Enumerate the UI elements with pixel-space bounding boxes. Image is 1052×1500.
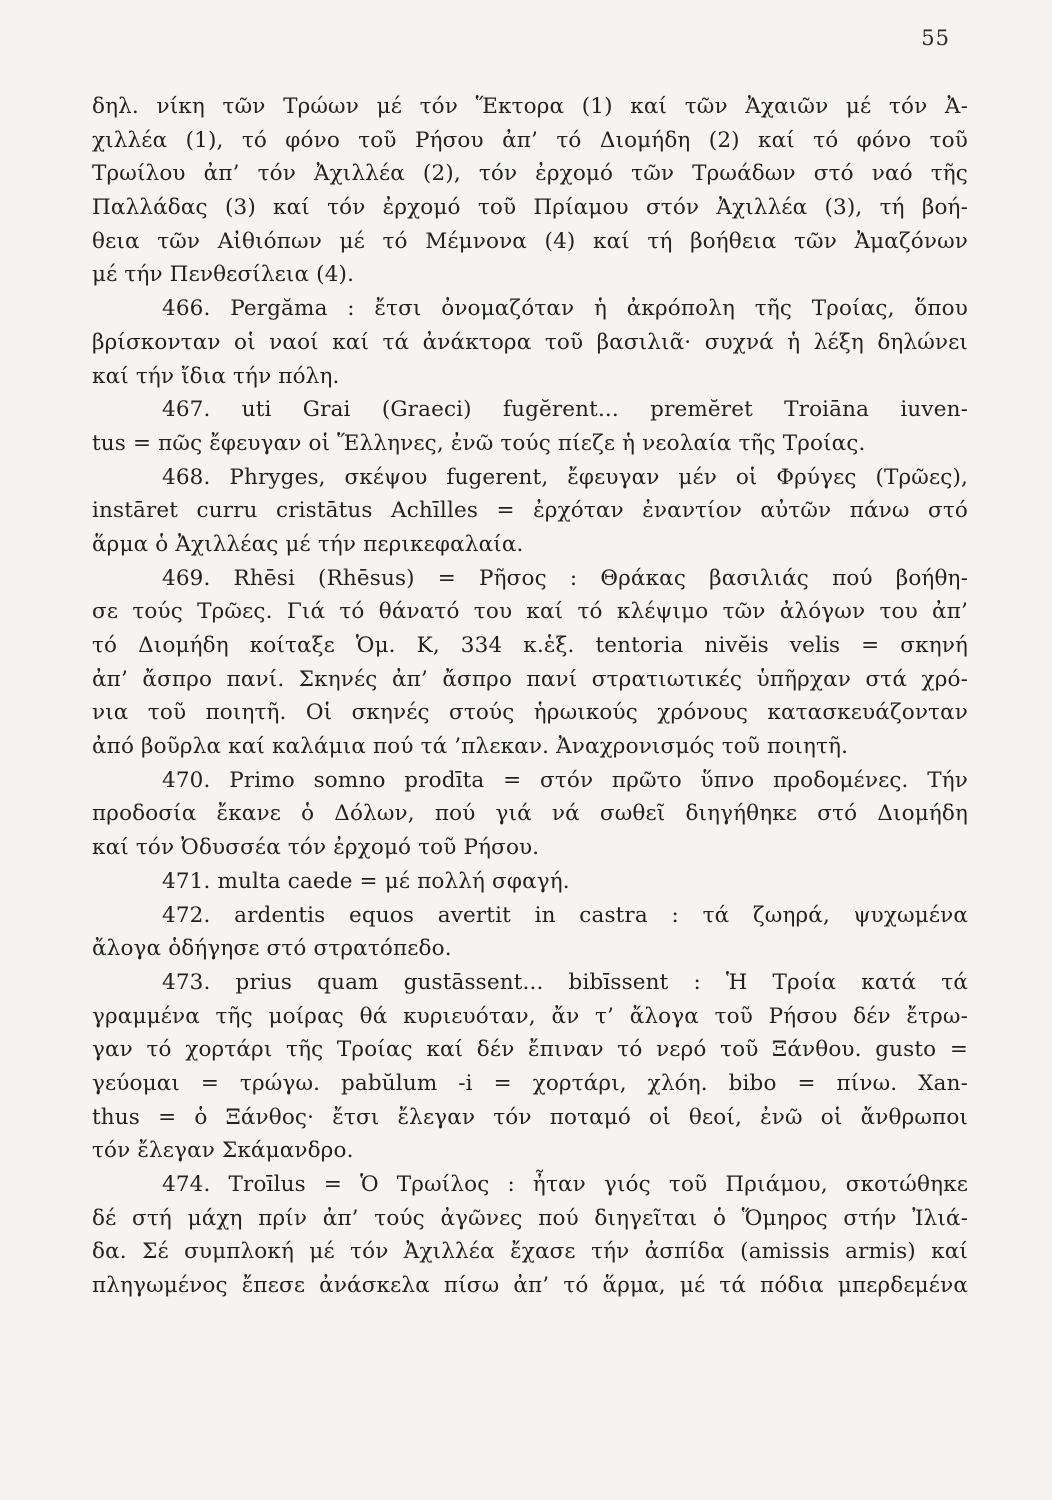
text-line: 474. Troīlus = Ὁ Τρωίλος : ἦταν γιός τοῦ Πριάμου, σκοτώθηκε [162, 1172, 968, 1197]
text-line: δέ στή μάχη πρίν ἀπ’ τούς ἀγῶνες πού διηγεῖται ὁ Ὅμηρος στήν Ἰλιά- [92, 1205, 968, 1231]
text-line: ἅρμα ὁ Ἀχιλλέας μέ τήν περικεφαλαία. [92, 531, 524, 557]
text-line: 472. ardentis equos avertit in castra : τά ζωηρά, ψυχωμένα [162, 902, 968, 928]
text-line: 473. prius quam gustāssent... bibīssent : Ἡ Τροία κατά τά [162, 969, 968, 995]
text-line: τό Διομήδη κοίταξε Ὁμ. Κ, 334 κ.ἑξ. tentoria nivĕis velis = σκηνή [92, 633, 968, 658]
text-line: γραμμένα τῆς μοίρας θά κυριευόταν, ἄν τ’ ἄλογα τοῦ Ρήσου δέν ἔτρω- [92, 1003, 968, 1029]
text-line: βρίσκονταν οἱ ναοί καί τά ἀνάκτορα τοῦ βασιλιᾶ· συχνά ἡ λέξη δηλώνει [92, 329, 968, 355]
text-line: χιλλέα (1), τό φόνο τοῦ Ρήσου ἀπ’ τό Διομήδη (2) καί τό φόνο τοῦ [92, 127, 968, 153]
text-line: τόν ἔλεγαν Σκάμανδρο. [92, 1138, 354, 1164]
text-line: πληγωμένος ἔπεσε ἀνάσκελα πίσω ἀπ’ τό ἅρμα, μέ τά πόδια μπερδεμένα [92, 1273, 968, 1299]
text-line: 469. Rhēsi (Rhēsus) = Ρῆσος : Θράκας βασιλιάς πού βοήθη- [162, 565, 968, 591]
text-line: μέ τήν Πενθεσίλεια (4). [92, 262, 355, 288]
text-line: 471. multa caede = μέ πολλή σφαγή. [162, 868, 570, 894]
text-line: δα. Σέ συμπλοκή μέ τόν Ἀχιλλέα ἔχασε τήν ἀσπίδα (amissis armis) καί [92, 1239, 968, 1265]
commentary-text [92, 90, 968, 1303]
text-line: νια τοῦ ποιητῆ. Οἱ σκηνές στούς ἡρωικούς χρόνους κατασκευάζονταν [92, 700, 968, 726]
text-line: ἀπ’ ἄσπρο πανί. Σκηνές ἀπ’ ἄσπρο πανί στρατιωτικές ὑπῆρχαν στά χρό- [92, 666, 968, 692]
text-line: 467. uti Grai (Graeci) fugĕrent... premĕret Troiāna iuven- [162, 397, 968, 423]
text-line: σε τούς Τρῶες. Γιά τό θάνατό του καί τό κλέψιμο τῶν ἀλόγων του ἀπ’ [92, 599, 968, 625]
text-line: προδοσία ἔκανε ὁ Δόλων, πού γιά νά σωθεῖ διηγήθηκε στό Διομήδη [92, 801, 968, 827]
text-line: καί τήν ἴδια τήν πόλη. [92, 363, 340, 389]
text-line: γαν τό χορτάρι τῆς Τροίας καί δέν ἔπιναν τό νερό τοῦ Ξάνθου. gusto = [92, 1037, 968, 1063]
text-line: 470. Primo somno prodīta = στόν πρῶτο ὕπνο προδομένες. Τήν [162, 767, 968, 793]
page-number: 55 [921, 26, 950, 50]
text-line: ἄλογα ὁδήγησε στό στρατόπεδο. [92, 936, 452, 962]
text-line: ἀπό βοῦρλα καί καλάμια πού τά ’πλεκαν. Ἀναχρονισμός τοῦ ποιητῆ. [92, 734, 849, 760]
text-line: Τρωίλου ἀπ’ τόν Ἀχιλλέα (2), τόν ἐρχομό τῶν Τρωάδων στό ναό τῆς [92, 161, 968, 187]
text-line: 468. Phryges, σκέψου fugerent, ἔφευγαν μέν οἱ Φρύγες (Τρῶες), [162, 464, 968, 490]
text-line: thus = ὁ Ξάνθος· ἔτσι ἔλεγαν τόν ποταμό οἱ θεοί, ἐνῶ οἱ ἄνθρωποι [92, 1104, 968, 1130]
text-line: 466. Pergăma : ἔτσι ὀνομαζόταν ἡ ἀκρόπολη τῆς Τροίας, ὅπου [162, 296, 968, 322]
text-line: instāret curru cristātus Achīlles = ἐρχόταν ἐναντίον αὐτῶν πάνω στό [92, 498, 968, 524]
text-line: tus = πῶς ἔφευγαν οἱ Ἕλληνες, ἐνῶ τούς πίεζε ἡ νεολαία τῆς Τροίας. [92, 430, 866, 456]
text-line: δηλ. νίκη τῶν Τρώων μέ τόν Ἕκτορα (1) καί τῶν Ἀχαιῶν μέ τόν Ἀ- [92, 94, 968, 119]
text-line: θεια τῶν Αἰθιόπων μέ τό Μέμνονα (4) καί τή βοήθεια τῶν Ἀμαζόνων [92, 228, 968, 254]
text-line: Παλλάδας (3) καί τόν ἐρχομό τοῦ Πρίαμου στόν Ἀχιλλέα (3), τή βοή- [92, 195, 968, 221]
text-line: γεύομαι = τρώγω. pabŭlum -i = χορτάρι, χλόη. bibo = πίνω. Xan- [92, 1070, 968, 1096]
text-line: καί τόν Ὀδυσσέα τόν ἐρχομό τοῦ Ρήσου. [92, 835, 540, 861]
